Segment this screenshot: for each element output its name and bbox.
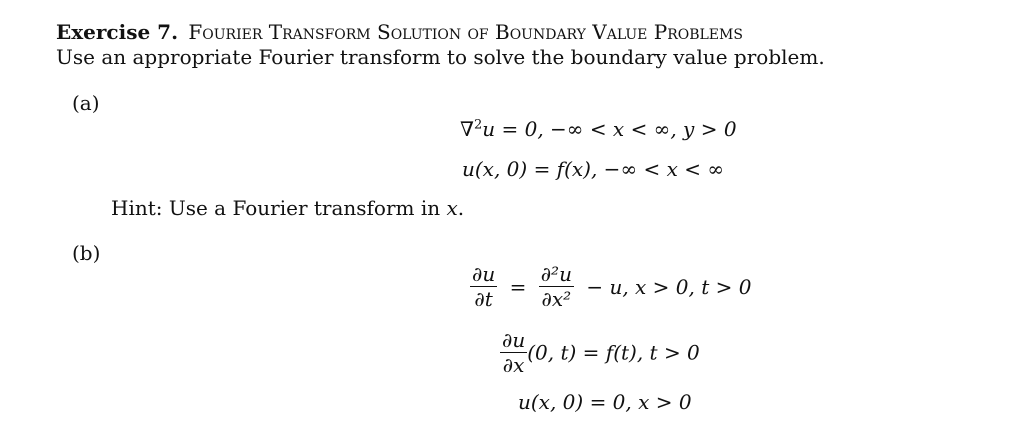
d2u-dx2-denominator: ∂x² <box>541 287 572 311</box>
equals-sign: = <box>509 274 527 299</box>
boundary-condition-rest: (0, t) = f(t), t > 0 <box>527 340 700 365</box>
du-dx-numerator: ∂u <box>502 328 526 352</box>
exercise-title: Fourier Transform Solution of Boundary Value Problems <box>188 20 743 44</box>
d2u-dx2-fraction <box>539 262 574 311</box>
part-a-hint <box>111 196 464 220</box>
part-b-initial-condition: u(x, 0) = 0, x > 0 <box>518 390 692 414</box>
hint-period: . <box>457 196 465 220</box>
part-a-boundary-condition: u(x, 0) = f(x), −∞ < x < ∞ <box>462 157 724 181</box>
hint-text: Hint: Use a Fourier transform in <box>111 196 447 220</box>
du-dx-fraction <box>500 328 527 377</box>
d2u-dx2-numerator: ∂²u <box>540 262 572 286</box>
nabla-exponent: 2 <box>473 117 483 133</box>
exercise-heading <box>56 20 743 44</box>
part-b-boundary-condition <box>500 328 700 377</box>
part-b-label: (b) <box>72 241 101 265</box>
laplace-equation-rest: u = 0, −∞ < x < ∞, y > 0 <box>482 117 737 141</box>
hint-variable: x <box>446 196 458 220</box>
part-b-pde <box>470 262 751 311</box>
exercise-label: Exercise 7. <box>56 20 179 44</box>
du-dt-numerator: ∂u <box>472 262 496 286</box>
part-a-laplace-equation <box>460 117 737 141</box>
du-dx-denominator: ∂x <box>502 353 525 377</box>
nabla-symbol: ∇ <box>460 117 474 141</box>
problem-instruction: Use an appropriate Fourier transform to solve the boundary value problem. <box>56 45 825 69</box>
du-dt-fraction <box>470 262 497 311</box>
du-dt-denominator: ∂t <box>474 287 493 311</box>
pde-rest: − u, x > 0, t > 0 <box>586 274 752 299</box>
part-a-label: (a) <box>72 91 100 115</box>
